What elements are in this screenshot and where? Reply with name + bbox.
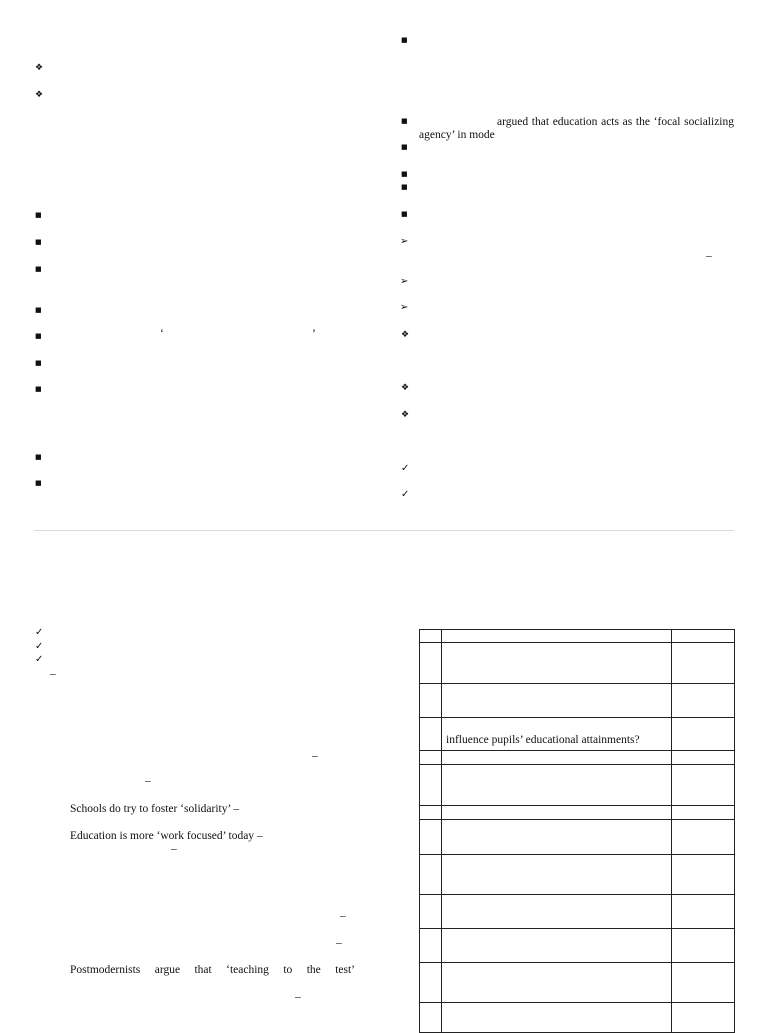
table-row [420,855,735,895]
square-bullet-icon: ■ [35,306,42,314]
table-row [420,643,735,684]
table-row [420,820,735,855]
check-bullet-icon: ✓ [401,489,410,500]
table-row [420,765,735,806]
diamond-bullet-icon: ❖ [35,63,44,73]
dash-text: – [145,775,151,787]
table-row [420,895,735,929]
check-bullet-icon: ✓ [401,463,410,474]
data-table [419,629,735,1033]
arrow-bullet-icon: ➢ [400,302,409,313]
square-bullet-icon: ■ [35,359,42,367]
dash-text: – [171,843,177,855]
check-bullet-icon: ✓ [35,654,44,665]
table-row [420,684,735,718]
check-bullet-icon: ✓ [35,627,44,638]
arrow-bullet-icon: ➢ [400,276,409,287]
close-quote: ’ [312,328,316,340]
square-bullet-icon: ■ [401,117,408,125]
argued-text: argued that education acts as the ‘focal socializing [497,116,734,128]
square-bullet-icon: ■ [35,453,42,461]
table-row [420,929,735,963]
table-row [420,963,735,1003]
table-row [420,1003,735,1033]
square-bullet-icon: ■ [35,265,42,273]
open-quote: ‘ [160,328,164,340]
postmodernists-line: Postmodernists argue that ‘teaching to the test’ [70,964,355,976]
square-bullet-icon: ■ [401,183,408,191]
square-bullet-icon: ■ [401,170,408,178]
diamond-bullet-icon: ❖ [401,383,410,393]
influence-text: influence pupils’ educational attainments? [442,718,672,751]
table-row [420,718,735,751]
diamond-bullet-icon: ❖ [401,410,410,420]
diamond-bullet-icon: ❖ [401,330,410,340]
arrow-bullet-icon: ➢ [400,236,409,247]
dash-text: – [340,910,346,922]
square-bullet-icon: ■ [35,385,42,393]
work-focused-line: Education is more ‘work focused’ today – [70,830,263,842]
dash-text: – [312,750,318,762]
square-bullet-icon: ■ [401,210,408,218]
square-bullet-icon: ■ [35,479,42,487]
diamond-bullet-icon: ❖ [35,90,44,100]
solidarity-line: Schools do try to foster ‘solidarity’ – [70,803,240,815]
table-row [420,630,735,643]
agency-text: agency’ in mode [419,129,495,141]
check-bullet-icon: ✓ [35,641,44,652]
table-row [420,806,735,820]
dash-text: – [50,668,56,680]
table-row [420,751,735,765]
square-bullet-icon: ■ [401,143,408,151]
dash-text: – [706,250,712,262]
square-bullet-icon: ■ [35,211,42,219]
square-bullet-icon: ■ [35,332,42,340]
dash-text: – [336,937,342,949]
square-bullet-icon: ■ [401,36,408,44]
dash-text: – [295,991,301,1003]
page-divider [34,530,734,531]
square-bullet-icon: ■ [35,238,42,246]
